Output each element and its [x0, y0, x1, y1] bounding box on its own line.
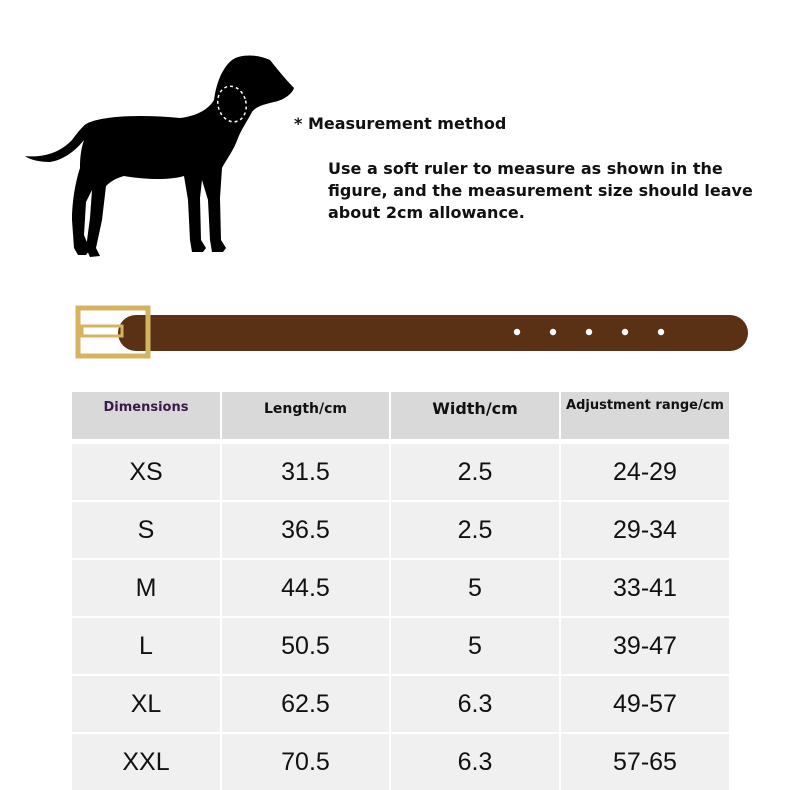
size-cell: XXL — [72, 732, 220, 790]
table-row — [72, 500, 729, 558]
length-cell: 31.5 — [220, 439, 389, 500]
width-cell: 6.3 — [389, 732, 559, 790]
length-cell: 50.5 — [220, 616, 389, 674]
collar-hole — [586, 329, 592, 335]
measurement-method-title: * Measurement method — [294, 114, 507, 133]
length-cell: 70.5 — [220, 732, 389, 790]
width-cell: 2.5 — [389, 500, 559, 558]
size-cell: S — [72, 500, 220, 558]
header-dimensions: Dimensions — [72, 392, 220, 439]
length-cell: 44.5 — [220, 558, 389, 616]
length-cell: 62.5 — [220, 674, 389, 732]
size-cell: XL — [72, 674, 220, 732]
collar-hole — [622, 329, 628, 335]
dog-silhouette-icon — [20, 50, 300, 265]
table-row — [72, 616, 729, 674]
table-header-row — [72, 392, 729, 439]
size-cell: XS — [72, 439, 220, 500]
table-row — [72, 558, 729, 616]
table-row — [72, 439, 729, 500]
collar-hole — [550, 329, 556, 335]
header-width: Width/cm — [389, 392, 559, 439]
width-cell: 5 — [389, 558, 559, 616]
header-adjustment-range: Adjustment range/cm — [559, 392, 729, 439]
width-cell: 6.3 — [389, 674, 559, 732]
measurement-instructions: Use a soft ruler to measure as shown in the figure, and the measurement size should leave about 2cm allowance. — [328, 159, 753, 222]
size-table — [72, 392, 729, 790]
header-length: Length/cm — [220, 392, 389, 439]
collar-hole — [658, 329, 664, 335]
width-cell: 2.5 — [389, 439, 559, 500]
adjustment-cell: 33-41 — [559, 558, 729, 616]
buckle-prong — [82, 326, 122, 336]
adjustment-cell: 39-47 — [559, 616, 729, 674]
size-cell: L — [72, 616, 220, 674]
adjustment-cell: 29-34 — [559, 500, 729, 558]
width-cell: 5 — [389, 616, 559, 674]
table-row — [72, 732, 729, 790]
collar-strap — [118, 315, 748, 351]
adjustment-cell: 57-65 — [559, 732, 729, 790]
adjustment-cell: 24-29 — [559, 439, 729, 500]
table-row — [72, 674, 729, 732]
adjustment-cell: 49-57 — [559, 674, 729, 732]
size-cell: M — [72, 558, 220, 616]
collar-hole — [514, 329, 520, 335]
collar-icon — [70, 300, 760, 366]
length-cell: 36.5 — [220, 500, 389, 558]
